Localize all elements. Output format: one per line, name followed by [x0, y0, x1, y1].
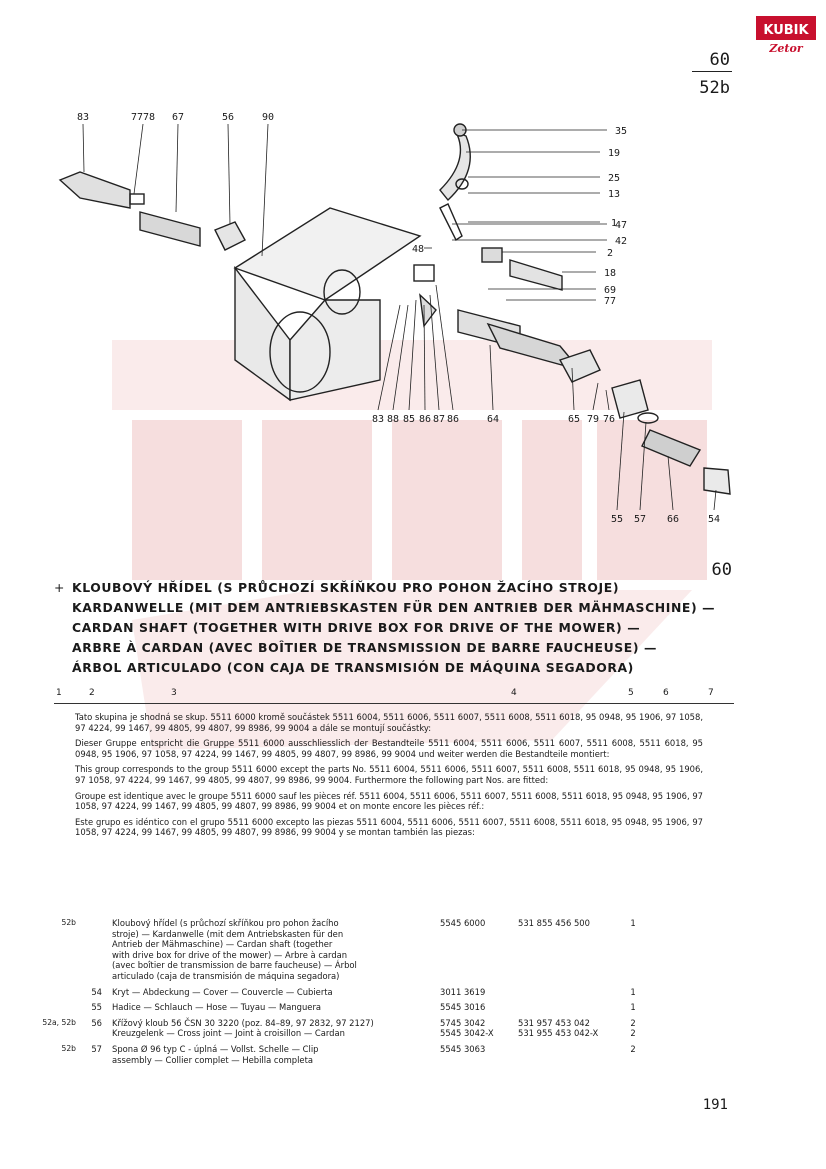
callout-label: 90 — [261, 112, 275, 123]
ref-divider — [692, 71, 732, 72]
title-en: CARDAN SHAFT (TOGETHER WITH DRIVE BOX FOR DRIVE OF THE MOWER) — — [72, 620, 641, 635]
callout-label: 83 — [371, 414, 385, 425]
title-de: KARDANWELLE (MIT DEM ANTRIEBSKASTEN FÜR DEN ANTRIEB DER MÄHMASCHINE) — — [72, 600, 716, 615]
parts-row — [30, 1002, 730, 1013]
col-5: 5 — [628, 688, 634, 698]
parts-row — [30, 1018, 730, 1039]
page-ref: 52b — [699, 78, 730, 98]
callout-leader — [640, 422, 646, 510]
callout-label: 66 — [666, 514, 680, 525]
column-header-row — [54, 688, 734, 704]
callout-leader — [714, 490, 716, 510]
bolt-part — [420, 295, 436, 326]
callout-leaders — [83, 124, 716, 510]
brand-top-text: KUBIK — [763, 23, 809, 38]
callout-label: 25 — [607, 173, 621, 184]
intro-fr: Groupe est identique avec le groupe 5511 6000 sauf les pièces réf. 5511 6004, 5511 6006, 5511 6007, 5511 6008, 5511 6018, 95 0948, 95 1906, 97 1058, 97 4224, 99 1467, 99 4805, 99 4807, 99 8986, 99 9004 et on monte encore les pièces réf.: — [75, 790, 703, 812]
part-desc: Hadice — Schlauch — Hose — Tuyau — Manguera — [112, 1002, 322, 1013]
callout-leader — [393, 305, 408, 410]
callout-label: 13 — [607, 189, 621, 200]
callout-label: 54 — [707, 514, 721, 525]
link-part — [440, 204, 462, 240]
part-pos: 57 — [91, 1043, 102, 1054]
col-6: 6 — [663, 688, 669, 698]
callout-labels — [77, 112, 720, 525]
intro-en: This group corresponds to the group 5511 6000 except the parts No. 5511 6004, 5511 6006, 5511 6007, 5511 6008, 5511 6018, 95 0948, 95 1906, 97 1058, 97 4224, 99 1467, 99 4805, 99 4807, 99 8986, 99 9004. Furthermore the following part Nos. are fitted: — [75, 764, 703, 785]
callout-leader — [378, 305, 400, 410]
part-pos: 54 — [91, 986, 102, 997]
callout-label: 18 — [603, 268, 617, 279]
part-qty: 1 — [630, 1002, 636, 1013]
part-no: 3011 3619 — [440, 986, 486, 997]
part-no: 5545 3016 — [440, 1002, 486, 1013]
col-2: 2 — [89, 688, 95, 698]
diagram-drawing — [60, 124, 730, 494]
part-desc: Kryt — Abdeckung — Cover — Couvercle — Cubierta — [112, 986, 333, 997]
hose-sleeve-part — [612, 380, 648, 418]
callout-label: 76 — [602, 414, 616, 425]
callout-label: 55 — [610, 514, 624, 525]
col-4: 4 — [511, 688, 517, 698]
yoke-part — [60, 172, 130, 208]
page-number: 191 — [702, 1097, 728, 1113]
part-ref: 52a, 52b — [42, 1017, 76, 1027]
group-title — [54, 578, 754, 678]
callout-label: 77 — [603, 296, 617, 307]
callout-leader — [262, 124, 268, 256]
callout-label: 88 — [386, 414, 400, 425]
callout-leader — [134, 124, 143, 194]
title-cz: KLOUBOVÝ HŘÍDEL (S PRŮCHOZÍ SKŘÍŇKOU PRO POHON ŽACÍHO STROJE) — [72, 580, 620, 595]
shaft-tube-part — [140, 212, 200, 246]
callout-label: 56 — [221, 112, 235, 123]
callout-leader — [490, 345, 493, 410]
callout-leader — [617, 412, 624, 510]
rod-part — [510, 260, 562, 290]
flange-part — [414, 265, 434, 281]
parts-row — [30, 987, 730, 998]
callout-label: 48 — [411, 244, 425, 255]
callout-label: 64 — [486, 414, 500, 425]
callout-leader — [228, 124, 230, 224]
callout-label: 7778 — [130, 112, 156, 123]
part-ref: 52b — [61, 918, 76, 927]
intro-de: Dieser Gruppe entspricht die Gruppe 5511 6000 ausschliesslich der Bestandteile 5511 6004, 5511 6006, 5511 6007, 5511 6008, 5511 6018, 95 0948, 95 1906, 97 1058, 97 4224, 99 1467, 99 4805, 99 4807, 99 8986, 99 9004 und weiter werden die Bestandteile montiert: — [75, 738, 703, 759]
callout-label: 19 — [607, 148, 621, 159]
part-alt-no: 531 855 456 500 — [518, 918, 590, 928]
callout-label: 1 — [610, 218, 618, 229]
title-cz-line — [54, 578, 754, 598]
part-qty: 2 — [630, 1043, 636, 1054]
callout-label: 42 — [614, 236, 628, 247]
col-3: 3 — [171, 688, 177, 698]
box-side — [235, 268, 290, 400]
callout-leader — [176, 124, 178, 212]
part-ref: 52b — [61, 1043, 76, 1053]
callout-label: 65 — [567, 414, 581, 425]
exploded-parts-diagram — [0, 100, 826, 540]
part-desc: Křížový kloub 56 ČSN 30 3220 (poz. 84–89, 97 2832, 97 2127) Kreuzgelenk — Cross joint — Joint à croisillon — Cardan — [112, 1017, 374, 1039]
cover-part — [704, 468, 730, 494]
part-qty: 1 — [630, 918, 636, 928]
callout-label: 86 — [446, 414, 460, 425]
part-desc: Kloubový hřídel (s průchozí skříňkou pro pohon žacího stroje) — Kardanwelle (mit dem Antriebskasten für den Antrieb der Mähmaschine) — Cardan shaft (together with drive box for drive of the mower) — Arbre à cardan (avec boîtier de transmission de barre faucheuse) — Árbol articulado (caja de transmisión de máquina segadora) — [112, 918, 357, 981]
callout-label: 86 — [418, 414, 432, 425]
part-pos: 56 — [91, 1017, 102, 1028]
kubik-zetor-logo — [756, 14, 816, 58]
title-es: ÁRBOL ARTICULADO (CON CAJA DE TRANSMISIÓN DE MÁQUINA SEGADORA) — [72, 660, 634, 675]
box-top — [235, 208, 420, 300]
callout-leader — [593, 383, 598, 410]
callout-label: 83 — [76, 112, 90, 123]
part-no: 5545 3063 — [440, 1043, 486, 1054]
side-number: 60 — [711, 560, 732, 580]
box-front — [290, 300, 380, 400]
clamp-part — [482, 248, 502, 262]
title-fr: ARBRE À CARDAN (AVEC BOÎTIER DE TRANSMISSION DE BARRE FAUCHEUSE) — — [72, 640, 658, 655]
lever-part — [440, 132, 470, 200]
callout-label: 79 — [586, 414, 600, 425]
callout-label: 87 — [432, 414, 446, 425]
part-no: 5745 3042 5545 3042-X — [440, 1017, 494, 1039]
callout-leader — [409, 300, 416, 410]
header-rule — [54, 703, 734, 704]
parts-row — [30, 1044, 730, 1065]
col-7: 7 — [708, 688, 714, 698]
cross-joint-part — [215, 222, 245, 250]
callout-label: 2 — [606, 248, 614, 259]
parts-row — [30, 918, 730, 982]
parts-list — [30, 918, 730, 1070]
part-pos: 55 — [91, 1002, 102, 1013]
col-1: 1 — [56, 688, 62, 698]
callout-leader — [83, 124, 84, 172]
callout-label: 69 — [603, 285, 617, 296]
callout-label: 57 — [633, 514, 647, 525]
marker-cross: + — [54, 580, 65, 595]
callout-label: 35 — [614, 126, 628, 137]
callout-leader — [668, 456, 673, 510]
intro-cz: Tato skupina je shodná se skup. 5511 6000 kromě součástek 5511 6004, 5511 6006, 5511 6007, 5511 6008, 5511 6018, 95 0948, 95 1906, 97 1058, 97 4224, 99 1467, 99 4805, 99 4807, 99 8986, 99 9004 a dále se montují součástky: — [75, 712, 703, 733]
part-qty: 2 2 — [630, 1017, 636, 1039]
part-desc: Spona Ø 96 typ C - úplná — Vollst. Schelle — Clip assembly — Collier complet — Hebilla completa — [112, 1043, 319, 1065]
brand-bottom-text: Zetor — [769, 42, 803, 55]
part-qty: 1 — [630, 986, 636, 997]
callout-label: 47 — [614, 220, 628, 231]
section-ref: 60 — [709, 50, 730, 70]
part-no: 5545 6000 — [440, 918, 486, 928]
pin-part — [130, 194, 144, 204]
intro-text — [75, 712, 703, 843]
callout-label: 67 — [171, 112, 185, 123]
intro-es: Este grupo es idéntico con el grupo 5511 6000 excepto las piezas 5511 6004, 5511 6006, 5511 6007, 5511 6008, 5511 6018, 95 0948, 95 1906, 97 1058, 97 4224, 99 1467, 99 4805, 99 4807, 99 8986, 99 9004 y se montan también las piezas: — [75, 816, 703, 838]
part-alt-no: 531 957 453 042 531 955 453 042-X — [518, 1017, 599, 1039]
callout-leader — [436, 285, 453, 410]
callout-label: 85 — [402, 414, 416, 425]
callout-leader — [606, 390, 609, 410]
hose-part — [642, 430, 700, 466]
clip-part — [638, 413, 658, 423]
